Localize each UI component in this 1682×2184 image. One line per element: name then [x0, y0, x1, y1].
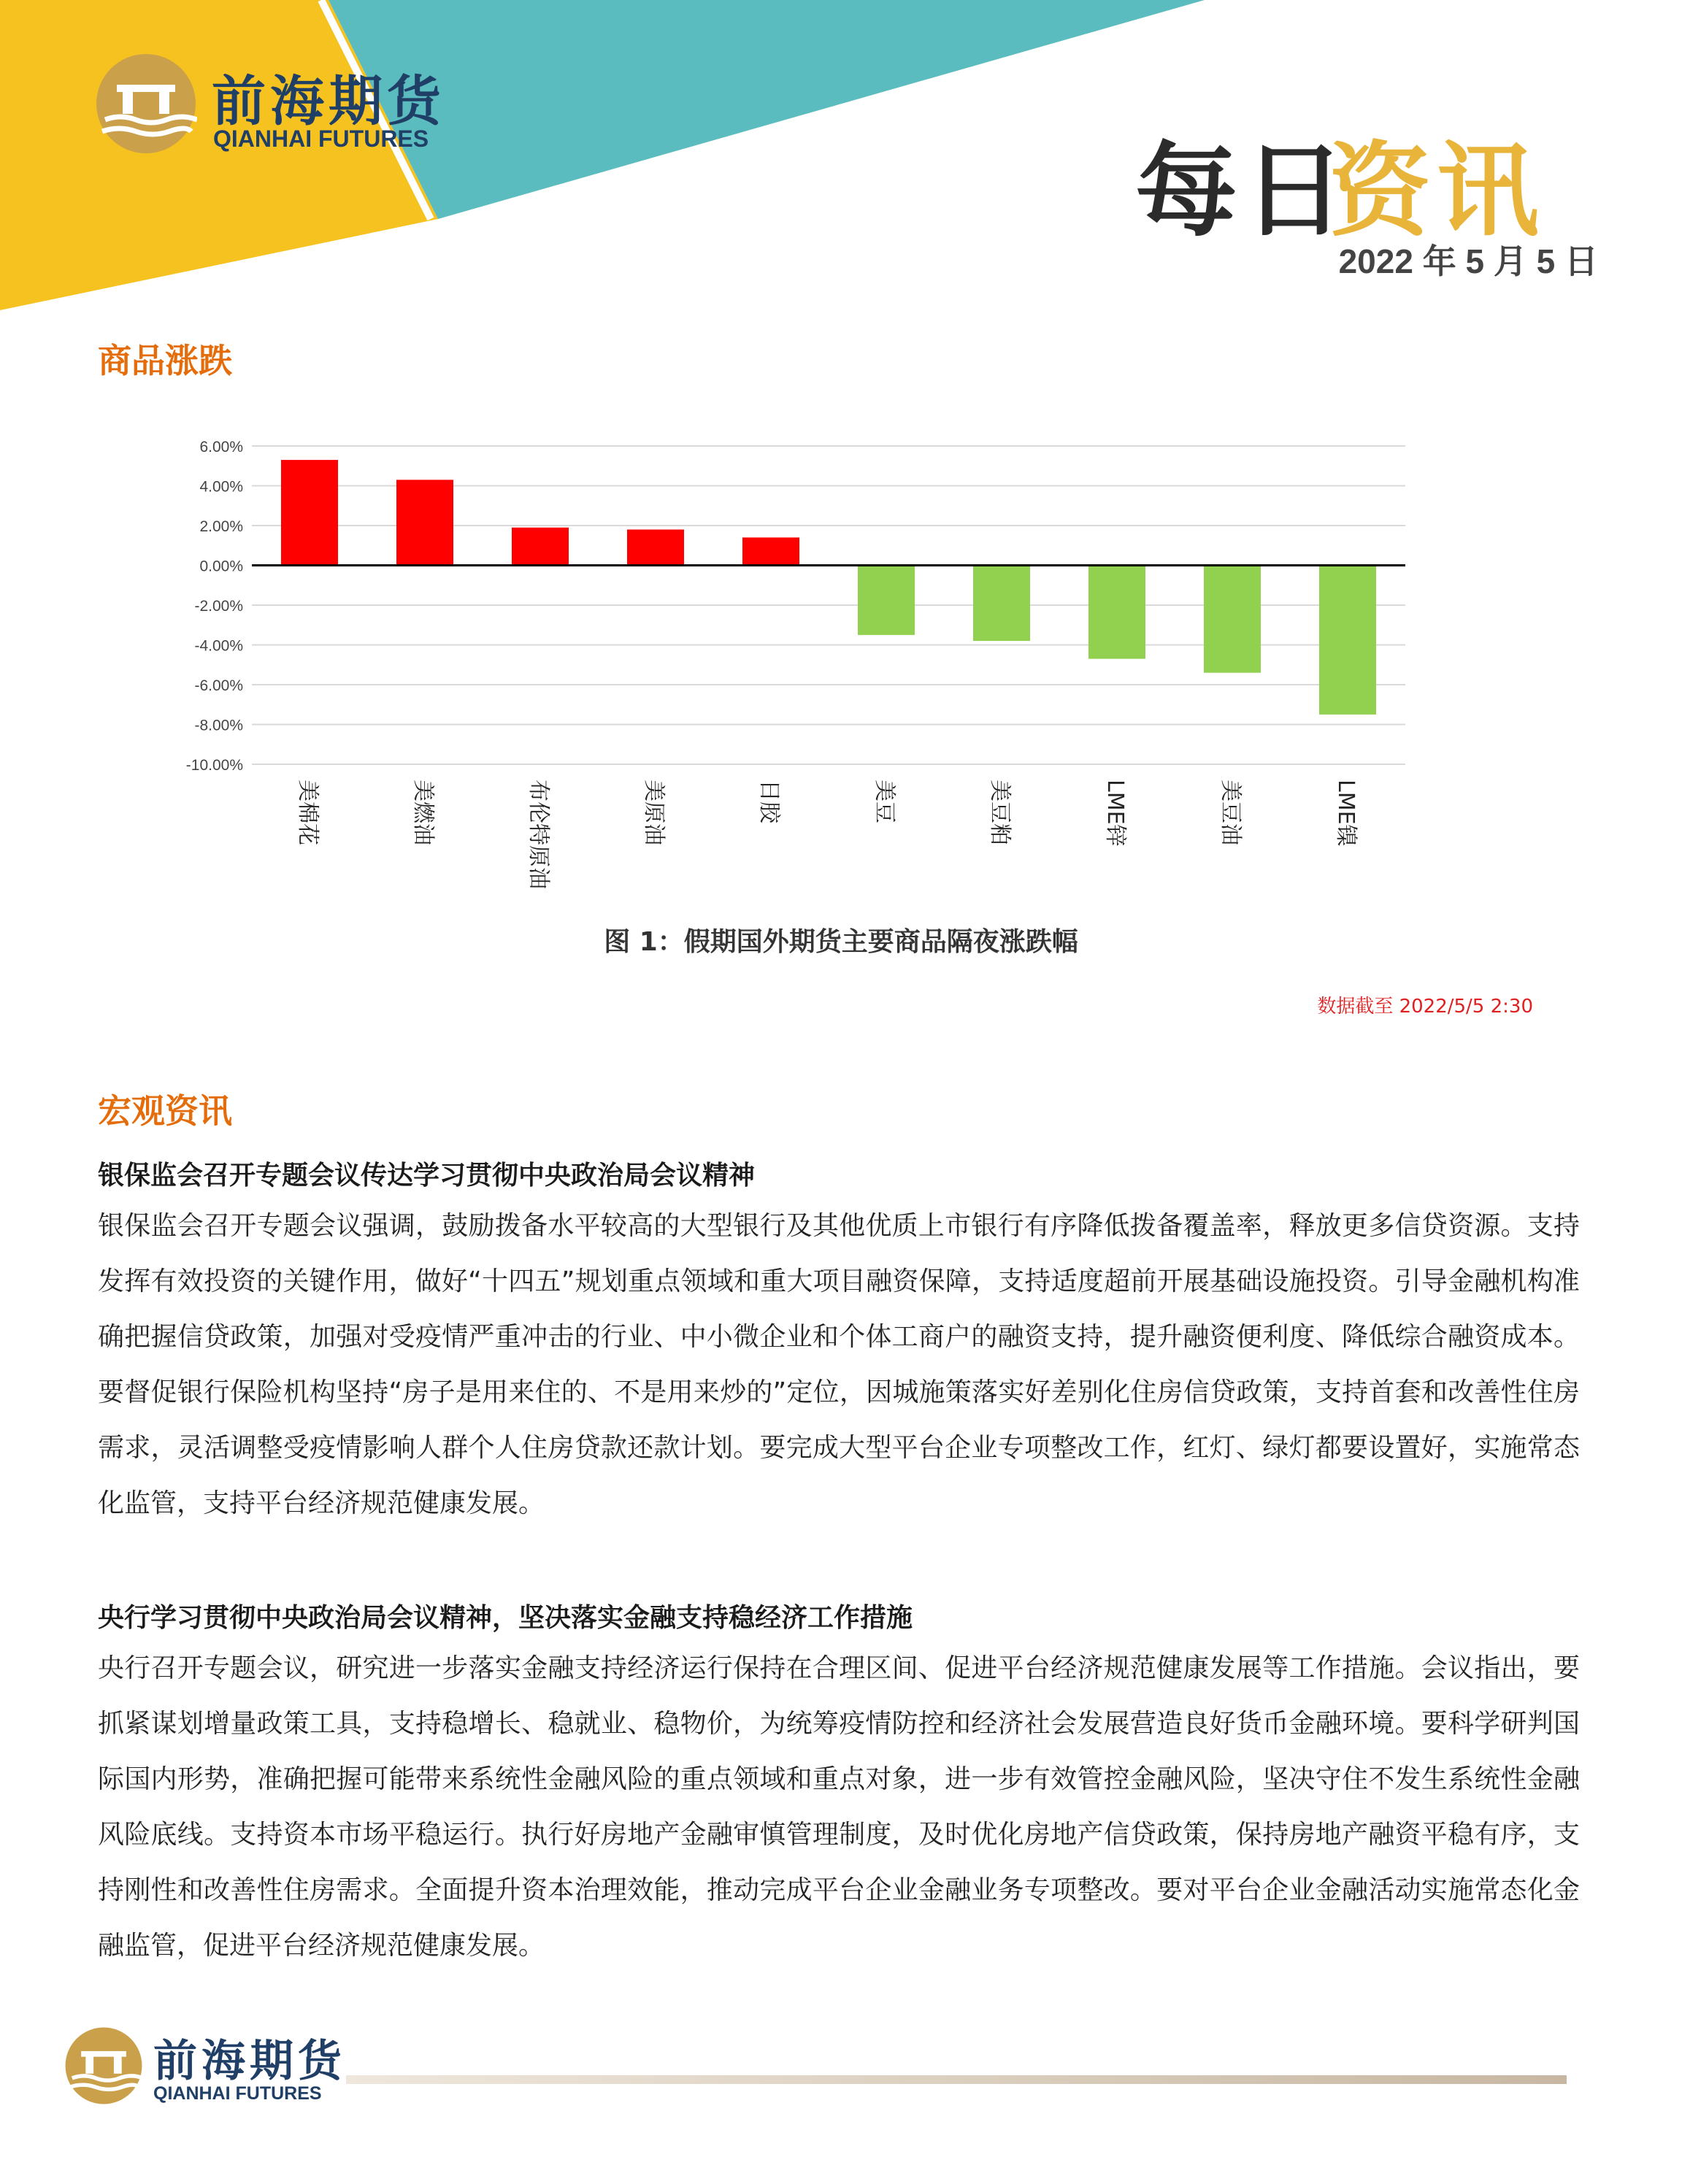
bar [1088, 566, 1145, 659]
article-body: 银保监会召开专题会议强调，鼓励拨备水平较高的大型银行及其他优质上市银行有序降低拨备覆盖率，释放更多信贷资源。支持发挥有效投资的关键作用，做好“十四五”规划重点领域和重大项目融资保障，支持适度超前开展基础设施投资。引导金融机构准确把握信贷政策，加强对受疫情严重冲击的行业、中小微企业和个体工商户的融资支持，提升融资便利度、降低综合融资成本。要督促银行保险机构坚持“房子是用来住的、不是用来炒的”定位，因城施策落实好差别化住房信贷政策，支持首套和改善性住房需求，灵活调整受疫情影响人群个人住房贷款还款计划。要完成大型平台企业专项整改工作，红灯、绿灯都要设置好，实施常态化监管，支持平台经济规范健康发展。 [98, 1211, 1580, 1518]
footer-brand-cn: 前海期货 [153, 2036, 346, 2087]
logo-emblem-icon [64, 2026, 143, 2105]
x-category-label: LME镍 [1333, 780, 1359, 847]
article-title: 银保监会召开专题会议传达学习贯彻中央政治局会议精神 [98, 1161, 756, 1191]
data-timestamp-note: 数据截至 2022/5/5 2:30 [1317, 996, 1533, 1018]
section-title-macro: 宏观资讯 [98, 1091, 232, 1131]
footer-brand-en: QIANHAI FUTURES [153, 2083, 322, 2104]
bar [858, 566, 915, 635]
report-date: 2022 年 5 月 5 日 [1338, 242, 1598, 280]
page-title-part2: 资讯 [1329, 132, 1545, 251]
x-category-label: 美原油 [641, 780, 667, 845]
logo-brand-cn: 前海期货 [212, 70, 445, 133]
y-tick-label: -8.00% [194, 717, 243, 734]
bar [281, 460, 338, 565]
x-category-label: 美豆油 [1218, 780, 1243, 845]
bar [742, 537, 799, 565]
x-category-label: 美豆 [872, 780, 897, 823]
bar [396, 480, 453, 565]
bar [512, 528, 569, 566]
y-tick-label: 6.00% [199, 439, 243, 455]
x-category-label: 美棉花 [295, 780, 320, 845]
x-category-label: 日胶 [756, 780, 782, 823]
article-body: 央行召开专题会议，研究进一步落实金融支持经济运行保持在合理区间、促进平台经济规范健康发展等工作措施。会议指出，要抓紧谋划增量政策工具，支持稳增长、稳就业、稳物价，为统筹疫情防控和经济社会发展营造良好货币金融环境。要科学研判国际国内形势，准确把握可能带来系统性金融风险的重点领域和重点对象，进一步有效管控金融风险，坚决守住不发生系统性金融风险底线。支持资本市场平稳运行。执行好房地产金融审慎管理制度，及时优化房地产信贷政策，保持房地产融资平稳有序，支持刚性和改善性住房需求。全面提升资本治理效能，推动完成平台企业金融业务专项整改。要对平台企业金融活动实施常态化金融监管，促进平台经济规范健康发展。 [98, 1653, 1580, 1961]
y-tick-label: -2.00% [194, 598, 243, 615]
x-category-label: 美燃油 [410, 780, 436, 845]
y-tick-label: -4.00% [194, 637, 243, 655]
page-title-part1: 每日 [1135, 132, 1352, 251]
section-title-commodities: 商品涨跌 [98, 341, 232, 380]
bar [627, 529, 684, 565]
bar [1319, 566, 1376, 715]
logo-brand-en: QIANHAI FUTURES [213, 126, 429, 152]
footer-logo [64, 2026, 346, 2114]
bar [973, 566, 1030, 642]
y-tick-label: -6.00% [194, 677, 243, 694]
y-tick-label: 4.00% [199, 478, 243, 496]
x-category-label: 布伦特原油 [526, 780, 551, 889]
x-category-label: 美豆粕 [987, 780, 1013, 845]
commodity-change-chart [0, 0, 1682, 912]
article-title: 央行学习贯彻中央政治局会议精神，坚决落实金融支持稳经济工作措施 [98, 1603, 913, 1633]
y-tick-label: 2.00% [199, 518, 243, 535]
y-tick-label: -10.00% [185, 757, 243, 774]
bar [1204, 566, 1261, 673]
figure-caption: 图 1：假期国外期货主要商品隔夜涨跌幅 [604, 927, 1078, 957]
y-tick-label: 0.00% [199, 558, 243, 575]
footer-divider [346, 2075, 1567, 2084]
x-category-label: LME锌 [1102, 780, 1128, 847]
